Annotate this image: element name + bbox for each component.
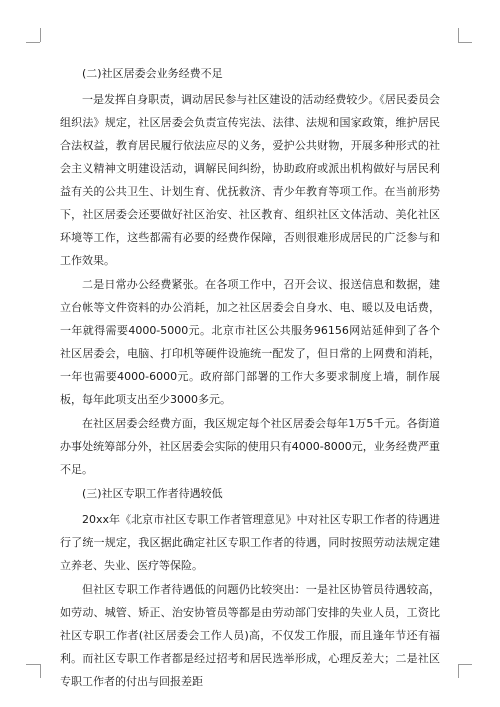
crop-mark-bottom-left-horizontal [26, 664, 40, 665]
crop-mark-top-left-vertical [40, 28, 41, 42]
paragraph-staff-regulation: 20xx年《北京市社区专职工作者管理意见》中对社区专职工作者的待遇进行了统一规定，我区据此确定社区专职工作者的待遇，同时按照劳动法规定建立养老、失业、医疗等保险。 [60, 513, 440, 572]
paragraph-funding-allocation: 在社区居委会经费方面，我区规定每个社区居委会每年1万5千元。各街道办事处统筹部分外，社区居委会实际的使用只有4000-8000元，业务经费严重不足。 [60, 417, 440, 476]
paragraph-office-expenses: 二是日常办公经费紧张。在各项工作中，召开会议、报送信息和数据，建立台帐等文件资料的办公消耗，加之社区居委会自身水、电、暖以及电话费，一年就得需要4000-5000元。北京市社区公共服务96156网站延伸到了各个社区居委会，电脑、打印机等硬件设施统一配发了，但日常的上网费和消耗，一年也需要4000-6000元。政府部门部署的工作大多要求制度上墙，制作展板，每年此项支出至少3000多元。 [60, 278, 440, 406]
crop-mark-bottom-right-vertical [458, 664, 459, 678]
section-heading-funding: (二)社区居委会业务经费不足 [82, 67, 223, 80]
paragraph-staff-issues: 但社区专职工作者待遇低的问题仍比较突出：一是社区协管员待遇较高，如劳动、城管、矫正、治安协管员等都是由劳动部门安排的失业人员，工资比社区专职工作者(社区居委会工作人员)高，不仅发工作服，而且逢年节还有福利。而社区专职工作者都是经过招考和居民选举形成，心理反差大；二是社区专职工作者的付出与回报差距 [60, 583, 440, 688]
crop-mark-bottom-right-horizontal [458, 664, 472, 665]
crop-mark-top-left-horizontal [26, 42, 40, 43]
crop-mark-top-right-horizontal [458, 42, 472, 43]
paragraph-activity-funds: 一是发挥自身职责，调动居民参与社区建设的活动经费较少。《居民委员会组织法》规定，社区居委会负责宣传宪法、法律、法规和国家政策，维护居民合法权益，教育居民履行依法应尽的义务，爱护公共财物，开展多种形式的社会主义精神文明建设活动，调解民间纠纷，协助政府或派出机构做好与居民利益有关的公共卫生、计划生育、优抚救济、青少年教育等项工作。在当前形势下，社区居委会还要做好社区治安、社区教育、组织社区文体活动、美化社区环境等工作，这些都需有必要的经费作保障，否则很难形成居民的广泛参与和工作效果。 [60, 93, 440, 267]
crop-mark-top-right-vertical [458, 28, 459, 42]
section-heading-staff-pay: (三)社区专职工作者待遇较低 [82, 487, 223, 500]
crop-mark-bottom-left-vertical [40, 664, 41, 678]
document-body [60, 62, 440, 694]
